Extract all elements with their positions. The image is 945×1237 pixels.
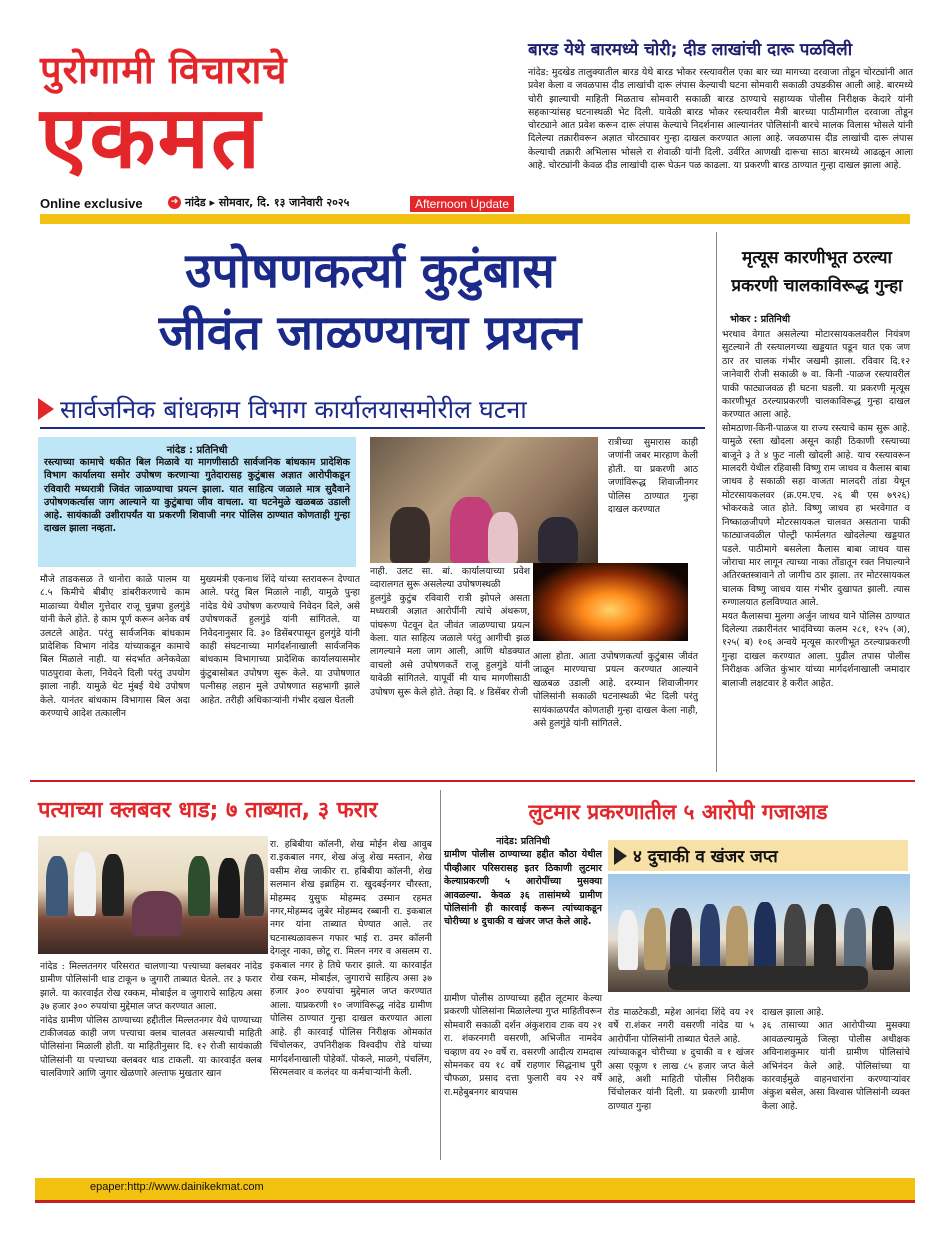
bottom-left-intro: नांदेड : मिल्लतनगर परिसरात चालणाऱ्या पत्त्याच्या क्लबवर नांदेड ग्रामीण पोलिसांनी धाड टाकून ७ जुगारी ताब्यात घेतले. तर ३ फरार झाले. या कारवाईत रोख रक्कम, मोबाईल व जुगाराचे साहित्य असा ३७ हजार ३०० रुपयांचा मुद्देमाल जप्त करण्यात आला. नांदेड ग्रामीण पोलिस ठाण्याच्या हद्दीतील मिल्लतनगर येथे पाण्याच्या टाकीजवळ काही जण पत्त्याचा क्लब चालवत असल्याची माहिती पोलिसांना मिळाली होती. या माहितीनुसार दि. १२ रोजी सायंकाळी पोलिसांनी या पत्त्याच्या क्लबवर धाड टाकली. या कारवाईत क्लब चालविणारे आणि जुगार खेळणारे अल्ताफ मुखतार खान bbox=[40, 961, 262, 1080]
lead-column-2: मुख्यमंत्री एकनाथ शिंदे यांच्या स्तरावरून देण्यात आले. परंतु बिल मिळाले नाही, यामुळे पुन्हा नांदेड येथे उपोषण करण्याचे निवेदन दिले, असे उपोषणकर्ते हुलगुंडे यांनी सांगितले. या निवेदनानुसार दि. ३० डिसेंबरपासून हुलगुंडे यांनी काही संघटनाच्या मार्गदर्शनाखाली सार्वजनिक बांधकाम विभागाच्या प्रादेशिक कार्यालयासमोर कुंटुबासोबत उपोषण सुरू केले. या उपोषणात पत्नीसह लहान मुले उपोषणात सहभागी झाले आहेत. तरीही अधिकाऱ्यांनी गंभीर दखल घेतली bbox=[200, 574, 360, 706]
masthead-tagline: पुरोगामी विचाराचे bbox=[40, 48, 288, 92]
lead-subhead bbox=[38, 392, 698, 426]
masthead-logo: एकमत bbox=[40, 88, 263, 188]
lead-column-3-top: रात्रीच्या सुमारास काही जणांनी जबर मारहाण केली होती. या प्रकरणी आठ जणांविरूद्ध शिवाजीनगर पोलिस ठाण्यात गुन्हा दाखल करण्यात bbox=[608, 437, 698, 516]
lead-intro-text: रस्त्याच्या कामाचे थकीत बिल मिळावे या मागणीसाठी सार्वजनिक बांधकाम प्रादेशिक विभाग कार्यालया समोर उपोषण करणाऱ्या गुतेदारासह कुटुंबास अज्ञात आरोपीकडून रविवारी मध्यरात्री जिवंत जाळण्याचा प्रयत्न झाला. यात साहित्य जळाले मात्र सुदैवाने उपोषणकर्त्यास जाग आल्याने या कुटुंबाचा जीव वाचला. या घटनेमुळे खळबळ उडाली आहे. सायंकाळी उशीरापर्यंत या प्रकरणी शिवाजी नगर पोलिस ठाण्यात कोणताही गुन्हा दाखल झाला नव्हता. bbox=[44, 457, 350, 535]
column-divider bbox=[716, 232, 717, 772]
bottom-right-column-2: रोड माळटेकडी, महेश आनंदा शिंदे वय २१ वर्षे रा.शंकर नगरी वसरणी नांदेड या ५ आरोपींना पोलिसांनी ताब्यात घेतले आहे. त्यांच्याकडून चोरीच्या ४ दुचाकी व १ खंजर असा एकूण १ लाख ८५ हजार जप्त केले आहे, अशी माहिती पोलीस निरीक्षक चिंचोलकर यांनी दिली. या प्रकरणी ग्रामीण ठाण्यात गुन्हा bbox=[608, 1007, 754, 1112]
lead-photo-family bbox=[370, 437, 598, 563]
online-exclusive-label: Online exclusive bbox=[40, 196, 143, 211]
bottom-right-intro bbox=[444, 835, 602, 929]
bottom-left-column-2: रा. हबिबीया कॉलनी, शेख मोईन शेख आवुब रा.इकबाल नगर, शेख अंजु शेख मस्तान, शेख वसीम शेख जाकीर रा. हबिबीया कॉलनी, शेख सलमान शेख इब्राहिम रा. खुदबईनगर चौरस्ता, मोहम्मद युसुफ मोहम्मद उस्मान रहमत नगर,मोहम्मद जुबेर मोहम्मद रब्बानी रा. इकबाल नगर यांना ताब्यात घेण्यात आले. तर घटनास्थळावरून गफार भाई रा. उमर कॉलनी देगलूर नाका, छोटू रा. मिलन नगर व असलम रा. इकबाल नगर हे तिघे फरार झाले. या कारवाईत रोख रकम, मोबाईल, जुगाराचे साहित्य असा ३७ हजार ३०० रुपयांचा मुद्देमाल जप्त करण्यात आला. याप्रकरणी १० जणांविरूद्ध नांदेड ग्रामीण पोलिस ठाण्यात गुन्हा दाखल करण्यात आला आहे. ही कारवाई पोलिस निरीक्षक ओमकांत चिंचोलकर, उपनिरीक्षक विश्वदीप रोडे यांच्या मार्गदर्शनाखाली पोहेकॉ. पोकले, माळगे, पंचलिंग, सिरमलवार व कलंदर या कर्मचाऱ्यांनी केली. bbox=[270, 839, 432, 1078]
lead-photo-fire bbox=[533, 563, 688, 641]
lead-column-3: नाही. उलट सा. बां. कार्यालयाच्या प्रवेश व्दारालगत सुरू असलेल्या उपोषणस्थळी हुलगुंडे कुटुंब रविवारी रात्री झोपले असता मध्यरात्री अज्ञात आरोपींनी त्यांचे अंथरूण, पांघरूण पेटवून देत जीवंत जाळण्याचा प्रयत्न केला. यात साहित्य जळाले परंतु आगीची झळ लागल्याने मला जाग आली, आणि थोडक्यात वाचलो असे उपोषणकर्ते राजू हुलगुंडे यांनी यावेळी सांगितले. यापूर्वी मी याच मागणीसाठी उपोषण सुरू केले होते. तेव्हा दि. ४ डिसेंबर रोजी bbox=[370, 566, 530, 698]
footer-epaper-link[interactable]: epaper:http://www.dainikekmat.com bbox=[90, 1181, 264, 1193]
bottom-left-photo bbox=[38, 836, 268, 954]
right-column-byline: भोकर : प्रतिनिधी bbox=[730, 314, 791, 325]
column-divider-bottom bbox=[440, 790, 441, 1160]
bottom-right-intro-text: ग्रामीण पोलीस ठाण्याच्या हद्दीत कौठा येथील पीव्हीआर परिसरासह इतर ठिकाणी लुटमार केल्याप्रकरणी ५ आरोपींच्या मुसक्या आवळल्या. केवळ ३६ तासांमध्ये ग्रामीण पोलिसांनी ही कारवाई करून त्यांच्याकडून चोरीच्या ४ दुचाकी व खंजर जप्त केले आहे. bbox=[444, 849, 602, 928]
bottom-right-dateline: नांदेड: प्रतिनिधी bbox=[496, 836, 550, 847]
section-divider bbox=[30, 780, 915, 782]
top-right-headline: बारड येथे बारमध्ये चोरी; दीड लाखांची दारू पळविली bbox=[528, 40, 853, 60]
dateline bbox=[168, 195, 349, 210]
date-text: नांदेड ▸ सोमवार, दि. १३ जानेवारी २०२५ bbox=[185, 196, 350, 209]
lead-headline-line2: जीवंत जाळण्याचा प्रयत्न bbox=[158, 305, 582, 361]
lead-subhead-rule bbox=[40, 427, 705, 429]
top-right-body: नांदेड: मुदखेड तालुक्यातील बारड येथे बारड भोकर रस्त्यावरील एका बार च्या मागच्या दरवाजा तोडून चोरट्यांनी आत प्रवेश केला व जवळपास दीड लाखांची दारू लंपास केल्याची घटना सोमवारी सकाळी उघडकीस आली आहे. बारमध्ये चोरी झाल्याची माहिती मिळताच सोमवारी सकाळी बारड ठाण्याचे सहाय्यक पोलीस निरीक्षक केदारे यांनी सहकाऱ्यांसह घटनास्थळी भेट दिली. यावेळी बारड भोकर रस्त्यावरील मैत्री बारच्या पाठीमागील दरवाजा तोडून चोरट्याने आत प्रवेश करून दारू लंपास केल्याचे निदर्शनास आल्यानंतर पोलिसांनी बारचे मालक विलास भोसले यांनी दिलेल्या तक्रारीवरून अज्ञात चोरट्यावर गुन्हा दाखल करण्यात आला आहे. जवळपास दीड लाखांची दारू लंपास केल्याची तक्रारी अभिलास भोसले रा शेवाळी यांनी दिली. उर्वरित आणखी दारूचा साठा बारमध्ये आढळून आला आहे. चोरट्यांनी केवळ दीड लाखांची दारू घेऊन पळ काढला. या प्रकरणी बारड ठाण्यात गुन्हा दाखल झाला आहे. bbox=[528, 67, 913, 172]
lead-column-1: मौजे ताडकसळ ते धानोरा काळे पालम या ८.५ किमीचे बीबीए डांबरीकरणाचे काम माळाच्या येथील गुत्तेदार राजू चुन्नपा हुलगुंडे यांनी केले होते. हे काम पूर्ण करून अनेक वर्ष उलटले आहेत. परंतु सार्वजनिक बांधकाम प्रादेशिक विभाग नांदेड यांच्याकडून कामाचे बिल मिळाले नाही. या संदर्भात अनेकवेळा पाठपुरावा केला, निवेदने दिली परंतु उपयोग झाला नाही. यामुळे थेट मुंबई येथे उपोषण केले. यानंतर बांधकाम विभागास बिल अदा करण्याचे आदेश तत्कालीन bbox=[40, 574, 190, 720]
footer-rule bbox=[35, 1200, 915, 1203]
arrow-right-icon: ➜ bbox=[168, 196, 181, 209]
bottom-right-subhead-text: ४ दुचाकी व खंजर जप्त bbox=[633, 847, 778, 867]
right-column-headline: मृत्यूस कारणीभूत ठरल्या प्रकरणी चालकाविरूद्ध गुन्हा bbox=[731, 248, 903, 296]
bottom-right-subhead bbox=[608, 840, 908, 871]
lead-headline-line1: उपोषणकर्त्या कुटुंबास bbox=[185, 243, 555, 299]
right-column-body: भरधाव वेगात असलेल्या मोटारसायकलवरील नियंत्रण सुटल्याने ती रस्त्यालगच्या खड्डयात पडून यात एक जण ठार तर चालक गंभीर जखमी झाला. रविवार दि.१२ जानेवारी रोजी सकाळी ७ वा. किनी -पाळज रस्त्यावरील पाकी फाट्याजवळ ही घटना घडली. या प्रकरणी मृत्यूस कारणीभूत ठरल्याप्रकरणी चालकाविरूद्ध गुन्हा दाखल करण्यात आला आहे. सोमठाणा-किनी-पाळज या राज्य रस्त्याचे काम सुरू आहे. यामुळे रस्ता खोदला असून काही ठिकाणी रस्त्याच्या बाजूने ३ ते ४ फुट नाली खोदली आहे. याच रस्त्यावरून मालदरी येथील रहिवासी विष्णु राम जाधव व कैलास बाबा जाधव हे सकाळी सहा वाजता मालदरी तांडा येथून मोटरसायकलवर (क्र.एम.एच. २६ बी एस ७९२६) भोकरकडे जात होते. विष्णु जाधव हा भरवेगात व निष्काळजीपणे मोटरसायकल चालवत असताना पाकी फाट्याजवळील पोल्ट्री फार्मलगत खोदलेल्या खड्डयात पडले. पाठीमागे बसलेला कैलास बाबा जाधव यास जोराचा मार लागून त्याच्या नाका तोंडातून रक्त निघाल्याने अतिरक्तस्त्रावाने तो जागीच ठार झाला. तर मोटरसायकल चालक विष्णु जाधव यास गंभीर दुखापत झाली. त्यास रुग्णालयात हलविण्यात आले. मयत कैलासचा मुलगा अर्जुन जाधव याने पोलिस ठाण्यात दिलेल्या तक्रारीनंतर भादंविच्या कलम २८१, १२५ (अ), १२५( ब) १०६ अन्वये मृत्यूस कारणीभूत ठरल्याप्रकरणी गुन्हा दाखल करण्यात आला. पुढील तपास पोलीस निरीक्षक अजित कुंभार यांच्या मार्गदर्शनाखाली जमादार बालाजी लक्षटवार हे करीत आहेत. bbox=[722, 329, 910, 689]
afternoon-update-badge: Afternoon Update bbox=[410, 196, 514, 212]
bottom-left-headline: पत्याच्या क्लबवर धाड; ७ ताब्यात, ३ फरार bbox=[38, 798, 378, 823]
lead-column-4: आला होता. आता उपोषणकर्त्या कुटुंबास जीवंत जाळून मारण्याचा प्रयत्न करण्यात आल्याने खळबळ उडाली आहे. दरम्यान शिवाजीनगर पोलिसांनी सकाळी घटनास्थळी भेट दिली परंतु सायंकाळपर्यंत कोणताही गुन्हा दाखल केला नाही, असे हुलगुंडे यांनी सांगितले. bbox=[533, 651, 698, 730]
bottom-right-column-1: ग्रामीण पोलीस ठाण्याच्या हद्दीत लूटमार केल्या प्रकरणी पोलिसांना मिळालेल्या गुप्त माहितीवरून सोमवारी सकाळी दर्शन अंकुशराव टाक वय २१ रा. शंकरनगरी वसरणी, अभिजीत नामदेव चव्हाण वय २० वर्षे रा. वसरणी आदीत्य रामदास सोमनकर वय १८ वर्षे राहणार सिद्धनाथ पुरी चौफळा, प्रसाद दत्ता फुलारी वय २२ वर्षे रा.महेबुबनगर बायपास bbox=[444, 993, 602, 1098]
lead-subhead-text: सार्वजनिक बांधकाम विभाग कार्यालयासमोरील घटना bbox=[60, 395, 527, 424]
masthead-divider bbox=[40, 214, 910, 224]
triangle-right-icon bbox=[614, 847, 627, 865]
bottom-right-headline: लुटमार प्रकरणातील ५ आरोपी गजाआड bbox=[528, 800, 828, 824]
bottom-right-photo bbox=[608, 874, 910, 992]
lead-intro-dateline: नांदेड : प्रतिनिधी bbox=[166, 445, 228, 456]
triangle-right-icon bbox=[38, 398, 54, 420]
bottom-right-column-3: दाखल झाला आहे. ३६ तासाच्या आत आरोपीच्या मुसक्या आवळल्यामुळे जिल्हा पोलीस अधीक्षक अविनाशकुमार यांनी ग्रामीण पोलिसांचे अभिनंदन केले आहे. पोलिसांच्या या कारवाईमुळे वाहनधारांना करण्याऱ्यांवर अंकुश बसेल, असा विश्वास पोलिसांनी व्यक्त केला आहे. bbox=[762, 1007, 910, 1112]
lead-intro-box bbox=[38, 437, 356, 567]
